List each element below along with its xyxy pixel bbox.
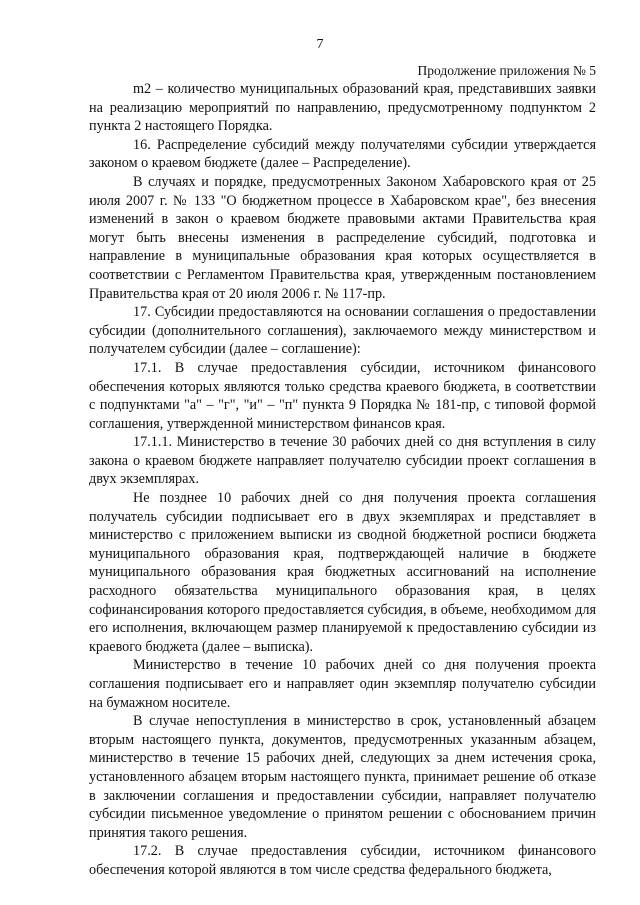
page-number: 7	[316, 37, 324, 52]
paragraph-ministry-signing: Министерство в течение 10 рабочих дней со дня получения проекта соглашения подписывает его и направляет один экземпляр получателю субсидии на бумажном носителе.	[89, 657, 596, 711]
paragraph-signing-deadline: Не позднее 10 рабочих дней со дня получения проекта соглашения получатель субсидии подписывает его в двух экземплярах и представляет в министерство с приложением выписки из сводной бюджетной росписи бюджета муниципального образования края, подтверждающей наличие в бюджете муниципального образования края бюджетных ассигнований на исполнение расходного обязательства муниципального образования края, в целях софинансирования которого предоставляется субсидия, в объеме, необходимом для его исполнения, включающем размер планируемой к предоставлению субсидии из краевого бюджета (далее – выписка).	[89, 490, 596, 655]
paragraph-17-2: 17.2. В случае предоставления субсидии, источником финансового обеспечения которой являются в том числе средства федерального бюджета,	[89, 843, 596, 878]
paragraph-16: 16. Распределение субсидий между получателями субсидии утверждается законом о краевом бюджете (далее – Распределение).	[89, 136, 596, 172]
paragraph-non-receipt: В случае непоступления в министерство в срок, установленный абзацем вторым настоящего пункта, документов, предусмотренных указанным абзацем, министерство в течение 15 рабочих дней, следующих за днем истечения срока, установленного абзацем вторым настоящего пункта, принимает решение об отказе в заключении соглашения и предоставлении субсидии, направляет получателю субсидии письменное уведомление о принятом решении с обоснованием причин принятия такого решения.	[89, 713, 596, 841]
appendix-continuation-note: Продолжение приложения № 5	[417, 63, 596, 78]
paragraph-m2-definition: m2 – количество муниципальных образований края, представивших заявки на реализацию мероприятий по направлению, предусмотренному подпунктом 2 пункта 2 настоящего Порядка.	[89, 81, 596, 135]
document-body	[89, 80, 596, 880]
paragraph-17-1: 17.1. В случае предоставления субсидии, источником финансового обеспечения которых являются только средства краевого бюджета, в соответствии с подпунктами "а" – "г", "и" – "п" пункта 9 Порядка № 181-пр, с типовой формой соглашения, утвержденной министерством финансов края.	[89, 359, 596, 432]
paragraph-17-1-1: 17.1.1. Министерство в течение 30 рабочих дней со дня вступления в силу закона о краевом бюджете направляет получателю субсидии проект соглашения в двух экземплярах.	[89, 434, 596, 488]
paragraph-17: 17. Субсидии предоставляются на основании соглашения о предоставлении субсидии (дополнительного соглашения), заключаемого между министерством и получателем субсидии (далее – соглашение):	[89, 304, 596, 358]
paragraph-16-changes: В случаях и порядке, предусмотренных Законом Хабаровского края от 25 июля 2007 г. № 133 "О бюджетном процессе в Хабаровском крае", без внесения изменений в закон о краевом бюджете правовыми актами Правительства края могут быть внесены изменения в распределение субсидий, подготовка и направление в муниципальные образования края которых осуществляется в соответствии с Регламентом Правительства края, утвержденным постановлением Правительства края от 20 июля 2006 г. № 117-пр.	[89, 173, 596, 302]
